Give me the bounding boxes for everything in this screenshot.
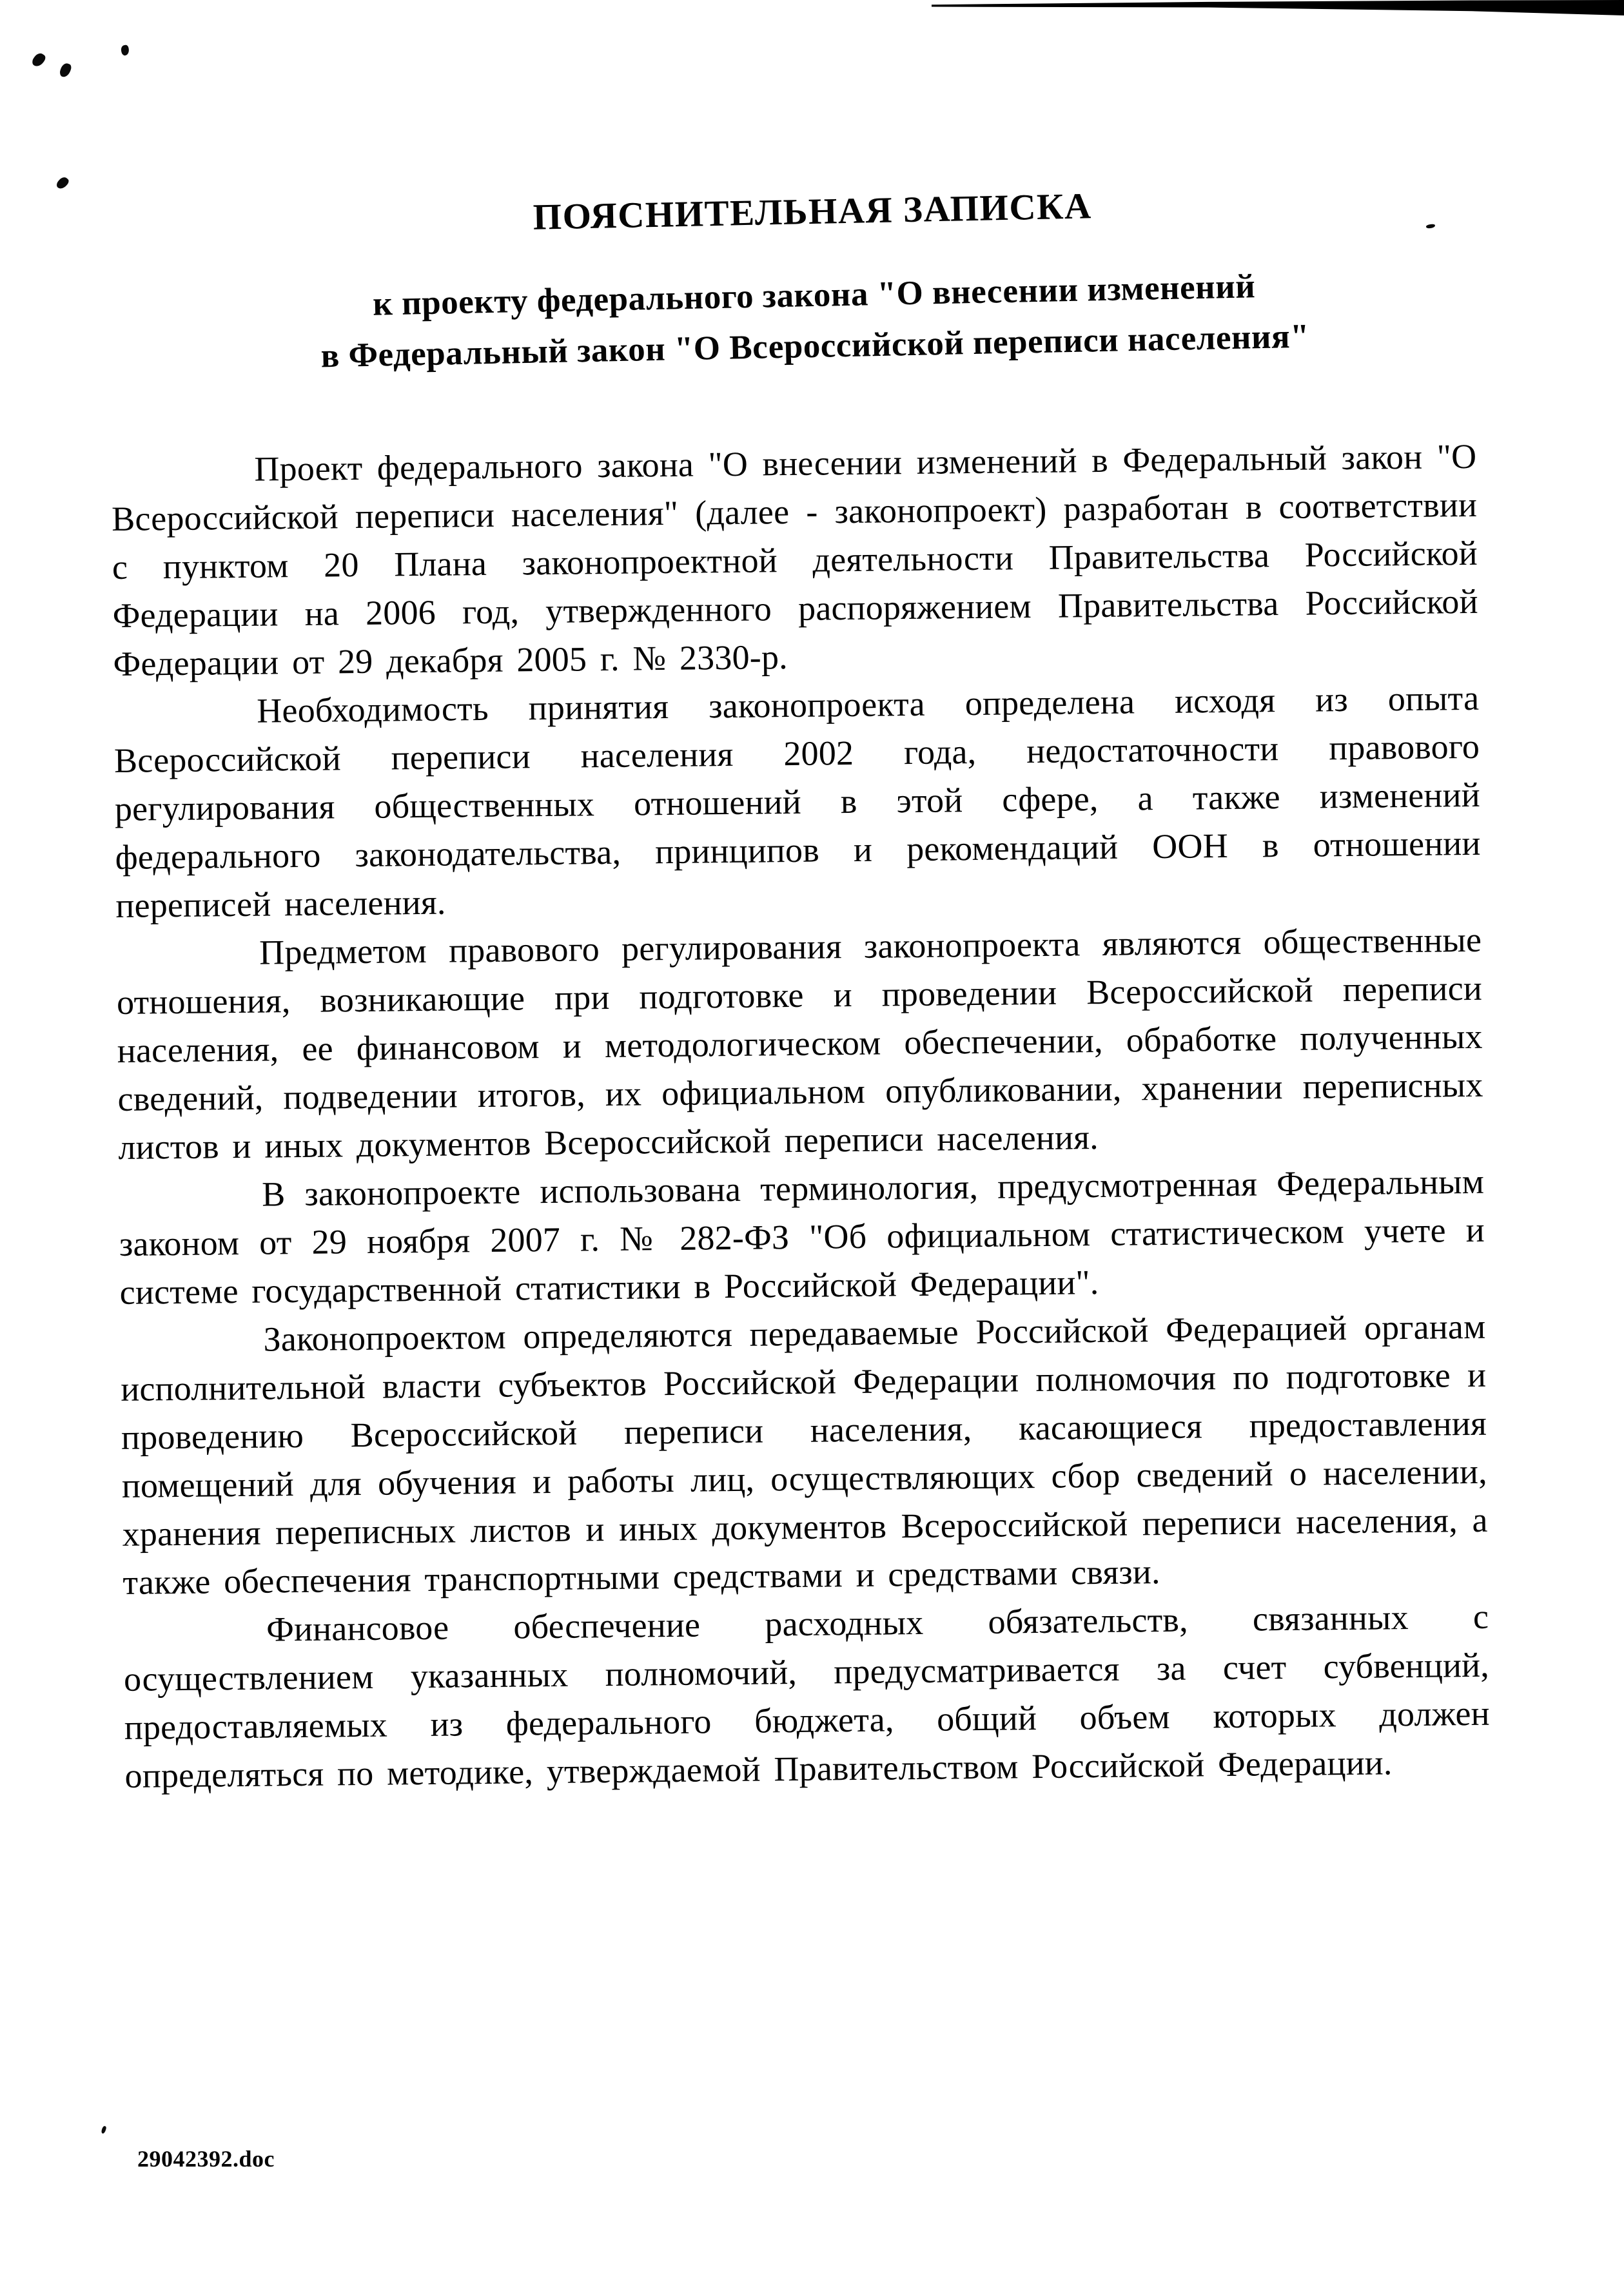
scan-speck (30, 51, 47, 68)
scan-speck (59, 62, 73, 79)
body-paragraph: Необходимость принятия законопроекта определена исходя из опыта Всероссийской переписи населения 2002 года, недостаточности правового регулирования общественных отношений в этой сфере, а также изменений федерального законодательства, принципов и рекомендаций ООН в отношении переписей населения. (113, 678, 1481, 925)
body-text (111, 433, 1491, 1800)
scan-speck (55, 175, 70, 191)
scan-streak-artifact (932, 0, 1624, 15)
body-paragraph: Проект федерального закона "О внесении изменений в Федеральный закон "О Всероссийской переписи населения" (далее - законопроект) разработан в соответствии с пунктом 20 Плана законопроектной деятельности Правительства Российской Федерации на 2006 год, утвержденного распоряжением Правительства Российской Федерации от 29 декабря 2005 г. № 2330-р. (111, 436, 1478, 683)
body-paragraph: Финансовое обеспечение расходных обязательств, связанных с осуществлением указанных полномочий, предусматривается за счет субвенций, предоставляемых из федерального бюджета, общий объем которых должен определяться по методике, утверждаемой Правительством Российской Федерации. (123, 1597, 1491, 1795)
page-title: ПОЯСНИТЕЛЬНАЯ ЗАПИСКА (533, 186, 1093, 238)
scan-speck (121, 44, 130, 56)
title-block (0, 175, 1624, 388)
page-subtitle-line-1: к проекту федерального закона "О внесении изменений (372, 268, 1256, 323)
footer-filename: 29042392.doc (137, 2146, 275, 2172)
scan-speck (101, 2125, 107, 2134)
body-paragraph: Предметом правового регулирования законопроекта являются общественные отношения, возникающие при подготовке и проведении Всероссийской переписи населения, ее финансовом и методологическом обеспечении, обработке полученных сведений, подведении итогов, их официальном опубликовании, хранении переписных листов и иных документов Всероссийской переписи населения. (116, 920, 1483, 1167)
body-paragraph: Законопроектом определяются передаваемые Российской Федерацией органам исполнительной власти субъектов Российской Федерации полномочия по подготовке и проведению Всероссийской переписи населения, касающиеся предоставления помещений для обучения и работы лиц, осуществляющих сбор сведений о населении, хранения переписных листов и иных документов Всероссийской переписи населения, а также обеспечения транспортными средствами и средствами связи. (120, 1307, 1488, 1602)
body-paragraph: В законопроекте использована терминология, предусмотренная Федеральным законом от 29 ноября 2007 г. № 282-ФЗ "Об официальном статистическом учете и системе государственной статистики в Российской Федерации". (119, 1162, 1485, 1312)
page-subtitle-line-2: в Федеральный закон "О Всероссийской переписи населения" (320, 317, 1310, 375)
